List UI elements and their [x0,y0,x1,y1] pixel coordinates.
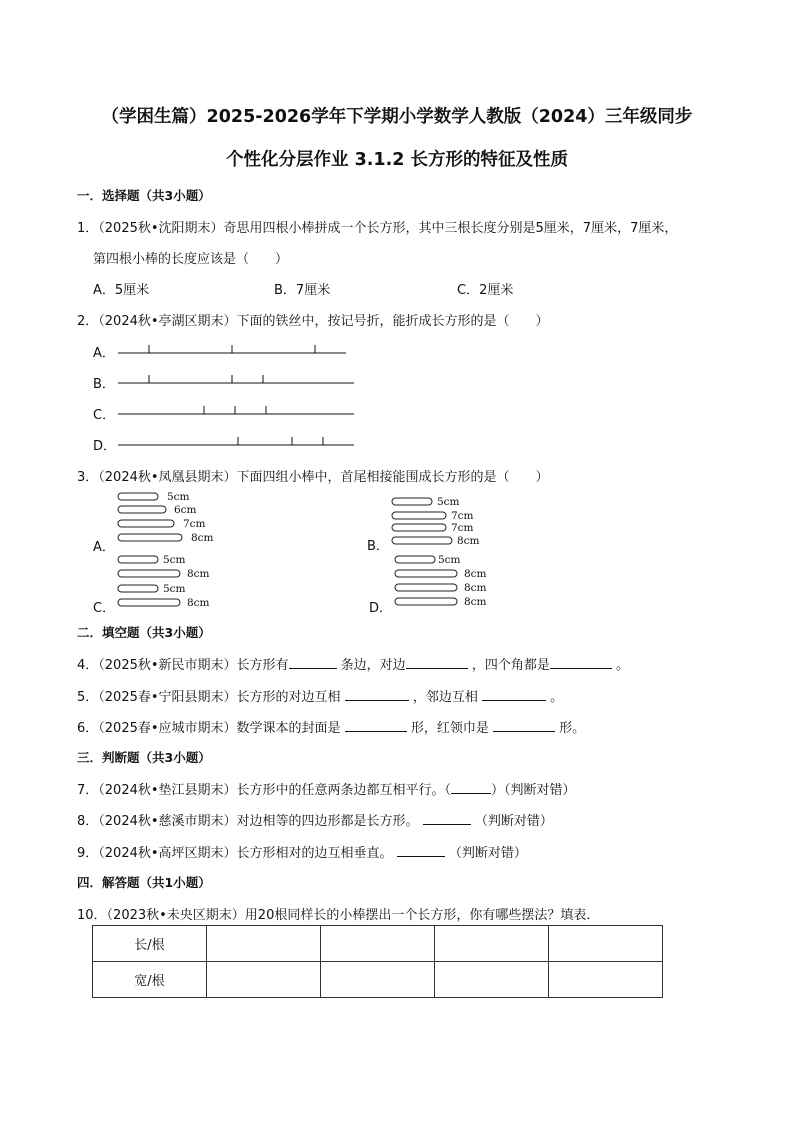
question-9-part-b: （判断对错） [448,846,527,861]
stick-d1-label: 5cm [438,554,461,566]
question-2-option-b-label[interactable]: B． [93,377,115,392]
stick-a4 [118,534,182,541]
question-3-option-c-label[interactable]: C． [93,601,116,616]
question-2-option-a-label[interactable]: A． [93,346,115,361]
stick-d1 [395,556,435,563]
stick-b3-label: 7cm [451,522,474,534]
stick-b2 [392,512,446,519]
question-8-part-a: 8．（2024秋•慈溪市期末）对边相等的四边形都是长方形。 [77,814,419,829]
stick-a3-label: 7cm [183,518,206,530]
table-cell[interactable] [435,926,549,962]
stick-c2-label: 8cm [187,568,210,580]
stick-d4 [395,598,457,605]
question-5-part-a: 5．（2025春•宁阳县期末）长方形的对边互相 [77,690,341,705]
question-5-blank-1[interactable] [345,687,409,701]
table-cell[interactable] [321,926,435,962]
question-3-option-d-label[interactable]: D． [369,601,393,616]
section-heading-fill: 二．填空题（共3小题） [77,625,211,640]
question-4-blank-3[interactable] [550,655,612,669]
answer-table [92,925,663,998]
stick-b2-label: 7cm [451,510,474,522]
question-5 [77,686,563,705]
question-2-option-d-label[interactable]: D． [93,439,117,454]
question-7-part-b: ）（判断对错） [491,783,576,798]
table-cell[interactable] [207,962,321,998]
question-6-blank-2[interactable] [493,718,555,732]
question-4-blank-2[interactable] [406,655,468,669]
question-1-line2: 第四根小棒的长度应该是（ ） [93,252,289,267]
stick-c2 [118,570,180,577]
question-1-option-b[interactable]: B．7厘米 [274,283,331,298]
question-2-wire-d [118,436,358,450]
section-heading-solve: 四．解答题（共1小题） [77,875,211,890]
question-3-option-b-label[interactable]: B． [367,539,389,554]
stick-b3 [392,524,446,531]
question-4-part-a: 4．（2025秋•新民市期末）长方形有 [77,658,289,673]
question-2-wire-a [118,344,358,358]
question-7-part-a: 7．（2024秋•垫江县期末）长方形中的任意两条边都互相平行。（ [77,783,452,798]
stick-c3-label: 5cm [163,583,186,595]
question-3-option-a-label[interactable]: A． [93,540,115,555]
question-3-sticks-d [394,554,514,610]
question-6-blank-1[interactable] [345,718,407,732]
question-1-line1: 1．（2025秋•沈阳期末）奇思用四根小棒拼成一个长方形，其中三根长度分别是5厘米，7厘米，7厘米， [77,221,678,236]
table-header-length: 长/根 [93,926,207,962]
stick-d4-label: 8cm [464,596,487,608]
stick-d2 [395,570,457,577]
stick-b1 [392,498,432,505]
stick-d2-label: 8cm [464,568,487,580]
stick-a1-label: 5cm [167,491,190,503]
question-5-part-c: 。 [550,690,564,705]
question-8-part-b: （判断对错） [474,814,553,829]
question-3-stem: 3．（2024秋•凤凰县期末）下面四组小棒中，首尾相接能围成长方形的是（ ） [77,470,549,485]
question-3-sticks-b [391,496,511,552]
question-6-part-b: 形，红领巾是 [410,721,489,736]
table-cell[interactable] [207,926,321,962]
question-4-part-b: 条边，对边 [340,658,406,673]
table-cell[interactable] [549,926,663,962]
question-6-part-a: 6．（2025春•应城市期末）数学课本的封面是 [77,721,341,736]
stick-a1 [118,493,158,500]
question-1-option-c[interactable]: C．2厘米 [457,283,514,298]
stick-a4-label: 8cm [191,532,214,544]
page-title-line2: 个性化分层作业 3.1.2 长方形的特征及性质 [225,150,568,170]
question-4 [77,654,629,673]
question-5-part-b: ，邻边互相 [412,690,478,705]
question-1-option-a[interactable]: A．5厘米 [93,283,150,298]
table-cell[interactable] [321,962,435,998]
stick-b1-label: 5cm [437,496,460,508]
question-7 [77,779,576,798]
stick-c4 [118,599,180,606]
question-8-blank[interactable] [423,811,471,825]
page-title-line1: （学困生篇）2025-2026学年下学期小学数学人教版（2024）三年级同步 [101,107,693,127]
question-2-wire-c [118,405,358,419]
table-cell[interactable] [435,962,549,998]
question-2-wire-b [118,374,358,388]
question-4-part-d: 。 [615,658,629,673]
table-row-width [93,962,663,998]
stick-b4 [392,537,452,544]
question-4-part-c: ，四个角都是 [471,658,550,673]
table-cell[interactable] [549,962,663,998]
stick-a2-label: 6cm [174,504,197,516]
table-row-length [93,926,663,962]
section-heading-judge: 三．判断题（共3小题） [77,750,211,765]
stick-a3 [118,520,174,527]
question-9 [77,842,527,861]
question-2-stem: 2．（2024秋•亭湖区期末）下面的铁丝中，按记号折，能折成长方形的是（ ） [77,314,549,329]
stick-c3 [118,585,158,592]
stick-b4-label: 8cm [457,535,480,547]
question-3-sticks-a [117,491,237,547]
question-3-sticks-c [117,554,237,610]
stick-c4-label: 8cm [187,597,210,609]
table-header-width: 宽/根 [93,962,207,998]
question-10-stem: 10．（2023秋•未央区期末）用20根同样长的小棒摆出一个长方形，你有哪些摆法？填表． [77,908,600,923]
stick-c1-label: 5cm [163,554,186,566]
section-heading-choice: 一．选择题（共3小题） [77,188,211,203]
question-8 [77,810,553,829]
stick-d3 [395,584,457,591]
question-2-option-c-label[interactable]: C． [93,408,116,423]
stick-c1 [118,556,158,563]
question-7-blank[interactable] [451,780,491,794]
question-5-blank-2[interactable] [482,687,546,701]
question-6-part-c: 形。 [559,721,586,736]
question-6 [77,717,585,736]
question-9-part-a: 9．（2024秋•高坪区期末）长方形相对的边互相垂直。 [77,846,393,861]
question-4-blank-1[interactable] [289,655,337,669]
stick-d3-label: 8cm [464,582,487,594]
stick-a2 [118,506,166,513]
question-9-blank[interactable] [397,843,445,857]
